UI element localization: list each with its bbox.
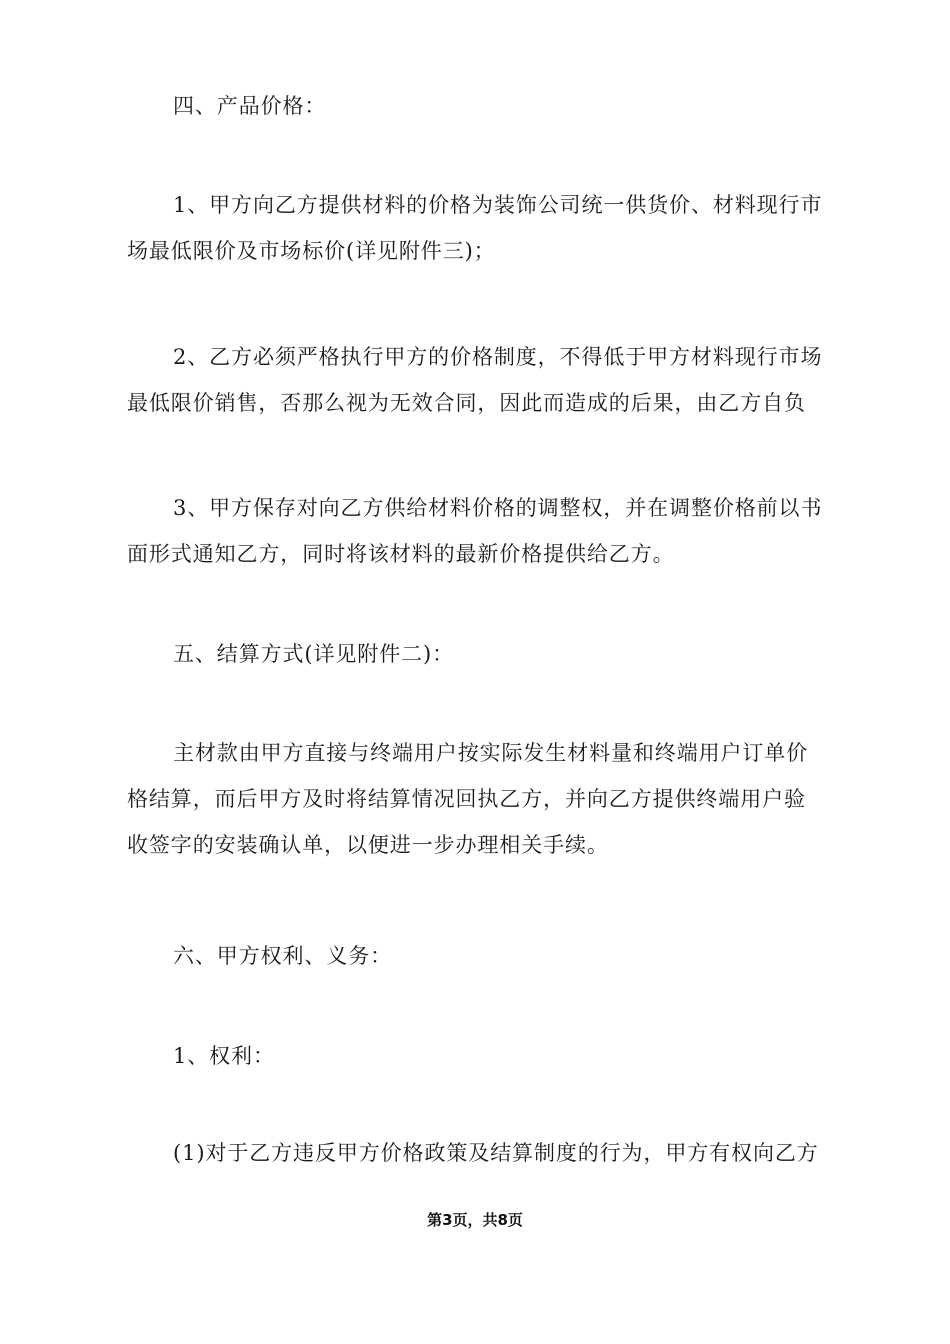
section-heading-settlement — [127, 631, 827, 677]
text-line: 最低限价销售，否那么视为无效合同，因此而造成的后果，由乙方自负 — [127, 391, 806, 415]
text-line: 1、权利： — [173, 1044, 275, 1068]
text-line: 主材款由甲方直接与终端用户按实际发生材料量和终端用户订单价 — [173, 741, 809, 765]
text-line: 六、甲方权利、义务： — [173, 944, 392, 968]
text-line: 3、甲方保存对向乙方供给材料价格的调整权，并在调整价格前以书 — [173, 496, 823, 520]
paragraph-price-clause-1 — [127, 182, 827, 274]
text-line: 场最低限价及市场标价(详见附件三)； — [127, 239, 496, 263]
text-line: 1、甲方向乙方提供材料的价格为装饰公司统一供货价、材料现行市 — [173, 193, 823, 217]
text-line: 五、结算方式(详见附件二)： — [173, 642, 454, 666]
paragraph-rights-item-1 — [127, 1130, 827, 1176]
section-heading-party-a-rights — [127, 933, 827, 979]
page-number-footer: 第3页，共8页 — [427, 1211, 523, 1229]
subheading-rights — [127, 1033, 827, 1079]
text-line: 收签字的安装确认单，以便进一步办理相关手续。 — [127, 833, 609, 857]
text-line: 四、产品价格： — [173, 94, 327, 118]
paragraph-settlement-details — [127, 730, 827, 868]
text-line: (1)对于乙方违反甲方价格政策及结算制度的行为，甲方有权向乙方 — [173, 1141, 819, 1165]
text-line: 2、乙方必须严格执行甲方的价格制度，不得低于甲方材料现行市场 — [173, 345, 823, 369]
text-line: 格结算，而后甲方及时将结算情况回执乙方，并向乙方提供终端用户验 — [127, 787, 806, 811]
paragraph-price-clause-2 — [127, 334, 827, 426]
section-heading-product-price — [127, 83, 827, 129]
text-line: 面形式通知乙方，同时将该材料的最新价格提供给乙方。 — [127, 542, 675, 566]
paragraph-price-clause-3 — [127, 485, 827, 577]
